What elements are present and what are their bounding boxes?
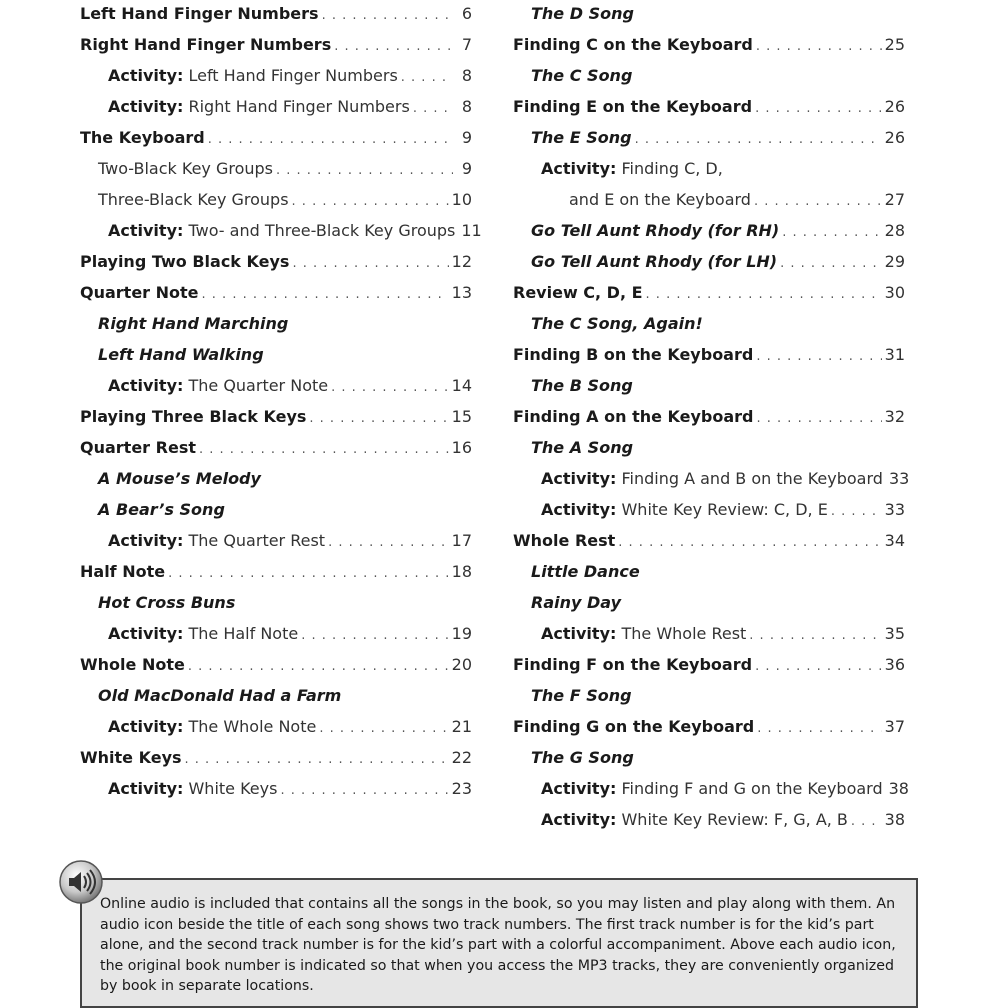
toc-page-number: 11 — [461, 221, 482, 240]
toc-page-number: 25 — [884, 35, 905, 54]
toc-entry — [80, 64, 472, 88]
toc-entry-text: The D Song — [531, 4, 634, 23]
toc-entry-title — [98, 157, 273, 181]
toc-entry — [80, 591, 472, 615]
toc-entry-text: Right Hand Marching — [98, 314, 289, 333]
toc-entry-title — [531, 64, 632, 88]
toc-entry — [513, 95, 905, 119]
toc-page-number: 9 — [461, 128, 472, 147]
toc-entry-text: Finding C, D, — [616, 159, 723, 178]
toc-page-number: 19 — [451, 624, 472, 643]
toc-page-number: 21 — [451, 717, 472, 736]
dot-leader — [646, 283, 882, 307]
toc-entry-text: The Quarter Note — [183, 376, 329, 395]
toc-entry-title — [541, 808, 848, 832]
toc-entry-text: The E Song — [531, 128, 632, 147]
toc-entry-text: The Quarter Rest — [183, 531, 326, 550]
toc-entry-title — [541, 467, 883, 491]
toc-entry — [80, 219, 482, 243]
toc-page-number: 26 — [884, 97, 905, 116]
toc-entry-title — [80, 2, 319, 26]
toc-page-number: 34 — [884, 531, 905, 550]
toc-entry-text: Right Hand Finger Numbers — [183, 97, 410, 116]
activity-label: Activity: — [108, 531, 184, 550]
toc-entry — [513, 498, 905, 522]
toc-page-number: 31 — [884, 345, 905, 364]
toc-entry — [80, 157, 472, 181]
toc-entry-text: Right Hand Finger Numbers — [80, 35, 332, 54]
toc-entry — [513, 808, 905, 832]
dot-leader — [851, 810, 882, 834]
toc-entry-title — [531, 250, 777, 274]
toc-entry — [80, 343, 472, 367]
toc-entry-text: Finding A and B on the Keyboard — [616, 469, 883, 488]
toc-entry — [513, 529, 905, 553]
toc-entry — [80, 746, 472, 770]
toc-entry-text: The G Song — [531, 748, 634, 767]
dot-leader — [276, 159, 453, 183]
dot-leader — [292, 190, 449, 214]
toc-entry-title — [531, 746, 634, 770]
toc-page-number: 8 — [461, 97, 472, 116]
toc-entry-title — [108, 777, 277, 801]
toc-entry-title — [531, 436, 633, 460]
activity-label: Activity: — [541, 810, 617, 829]
toc-entry-text: Finding B on the Keyboard — [513, 345, 754, 364]
dot-leader — [757, 717, 881, 741]
toc-entry-text: Three-Black Key Groups — [98, 190, 289, 209]
toc-entry — [513, 653, 905, 677]
dot-leader — [208, 128, 453, 152]
toc-entry-text: Finding C on the Keyboard — [513, 35, 753, 54]
activity-label: Activity: — [108, 66, 184, 85]
toc-entry-title — [531, 591, 621, 615]
toc-page-number: 22 — [451, 748, 472, 767]
dot-leader — [292, 252, 448, 276]
toc-entry-text: Half Note — [80, 562, 166, 581]
toc-entry — [80, 684, 472, 708]
toc-entry — [513, 126, 905, 150]
dot-leader — [322, 4, 453, 28]
dot-leader — [168, 562, 449, 586]
dot-leader — [199, 438, 449, 462]
toc-page-number: 8 — [461, 66, 472, 85]
activity-label: Activity: — [108, 376, 184, 395]
dot-leader — [756, 35, 882, 59]
dot-leader — [749, 624, 881, 648]
toc-entry — [513, 374, 905, 398]
toc-entry-text: Quarter Rest — [80, 438, 196, 457]
toc-entry-title — [513, 529, 615, 553]
toc-entry-text: The Keyboard — [80, 128, 205, 147]
toc-page-number: 35 — [884, 624, 905, 643]
toc-entry — [513, 312, 905, 336]
toc-entry — [513, 622, 905, 646]
toc-entry-title — [569, 188, 751, 212]
toc-entry-text: Review C, D, E — [513, 283, 643, 302]
dot-leader — [780, 252, 882, 276]
toc-entry — [80, 777, 472, 801]
toc-entry-title — [80, 33, 331, 57]
toc-entry-title — [80, 653, 185, 677]
toc-entry-text: Finding E on the Keyboard — [513, 97, 753, 116]
toc-entry — [80, 622, 472, 646]
dot-leader — [188, 655, 449, 679]
toc-entry-title — [98, 498, 225, 522]
toc-page-number: 7 — [461, 35, 472, 54]
toc-page-number: 28 — [884, 221, 905, 240]
toc-entry — [513, 715, 905, 739]
toc-entry-title — [513, 343, 753, 367]
toc-entry-title — [531, 126, 632, 150]
dot-leader — [309, 407, 448, 431]
speaker-icon — [58, 859, 104, 905]
dot-leader — [401, 66, 453, 90]
toc-entry — [513, 467, 910, 491]
toc-entry — [513, 2, 905, 26]
toc-entry — [80, 498, 472, 522]
dot-leader — [754, 190, 882, 214]
toc-entry-text: Finding F and G on the Keyboard — [616, 779, 883, 798]
toc-entry-title — [108, 95, 410, 119]
dot-leader — [334, 35, 453, 59]
activity-label: Activity: — [108, 97, 184, 116]
toc-entry-text: Go Tell Aunt Rhody (for RH) — [531, 221, 780, 240]
toc-entry-text: The A Song — [531, 438, 634, 457]
dot-leader — [831, 500, 882, 524]
dot-leader — [301, 624, 448, 648]
toc-entry-text: The Whole Rest — [616, 624, 747, 643]
toc-entry-title — [98, 343, 264, 367]
activity-label: Activity: — [541, 779, 617, 798]
toc-entry — [513, 219, 905, 243]
toc-entry-title — [513, 653, 752, 677]
toc-page-number: 27 — [884, 190, 905, 209]
toc-entry-text: White Key Review: C, D, E — [616, 500, 828, 519]
toc-page-number: 15 — [451, 407, 472, 426]
toc-entry-title — [80, 126, 205, 150]
toc-entry-title — [98, 188, 289, 212]
dot-leader — [328, 531, 449, 555]
activity-label: Activity: — [541, 624, 617, 643]
toc-entry-title — [108, 715, 316, 739]
toc-page-number: 33 — [884, 500, 905, 519]
audio-note-text: Online audio is included that contains all the songs in the book, so you may listen and play along with them. An audio icon beside the title of each song shows two track numbers. The first track number is for the kid’s part alone, and the second track number is for the kid’s part with a colorful accompaniment. Above each audio icon, the original book number is indicated so that when you access the MP3 tracks, they are conveniently organized by book in separate locations. — [100, 896, 896, 994]
toc-entry-title — [108, 529, 325, 553]
toc-entry — [80, 405, 472, 429]
toc-entry-text: The Half Note — [183, 624, 299, 643]
toc-page-number: 23 — [451, 779, 472, 798]
toc-entry-text: Two-Black Key Groups — [98, 159, 274, 178]
toc-entry-title — [513, 281, 643, 305]
toc-entry — [513, 157, 905, 181]
toc-entry-title — [80, 250, 289, 274]
toc-entry-title — [108, 219, 455, 243]
toc-page-number: 14 — [451, 376, 472, 395]
toc-entry — [513, 250, 905, 274]
dot-leader — [756, 345, 881, 369]
toc-entry-title — [80, 746, 182, 770]
toc-entry — [513, 343, 905, 367]
toc-entry — [80, 2, 472, 26]
toc-entry-text: Two- and Three-Black Key Groups — [183, 221, 456, 240]
toc-entry — [80, 33, 472, 57]
toc-entry-text: Old MacDonald Had a Farm — [98, 686, 342, 705]
toc-entry-title — [108, 622, 298, 646]
toc-page-number: 13 — [451, 283, 472, 302]
toc-entry-text: The Whole Note — [183, 717, 317, 736]
toc-entry-title — [513, 405, 754, 429]
toc-entry-title — [531, 684, 632, 708]
toc-entry-text: White Key Review: F, G, A, B — [616, 810, 848, 829]
toc-entry-title — [98, 684, 341, 708]
toc-entry — [80, 560, 472, 584]
toc-entry-title — [108, 374, 328, 398]
audio-note-box — [80, 878, 918, 1008]
toc-page-number: 33 — [888, 469, 910, 488]
toc-page-number: 10 — [451, 190, 472, 209]
dot-leader — [618, 531, 881, 555]
toc-entry — [80, 374, 472, 398]
activity-label: Activity: — [108, 624, 184, 643]
toc-entry — [80, 436, 472, 460]
toc-entry-title — [98, 591, 235, 615]
toc-entry-title — [80, 436, 196, 460]
toc-entry — [80, 529, 472, 553]
toc-entry — [80, 715, 472, 739]
toc-entry-title — [80, 560, 165, 584]
toc-entry — [513, 188, 905, 212]
toc-entry-title — [541, 498, 828, 522]
toc-entry-text: and E on the Keyboard — [569, 190, 751, 209]
toc-entry-title — [80, 281, 199, 305]
toc-entry-text: Left Hand Finger Numbers — [80, 4, 319, 23]
toc-entry-text: A Mouse’s Melody — [98, 469, 261, 488]
toc-entry-text: The F Song — [531, 686, 632, 705]
toc-page-number: 18 — [451, 562, 472, 581]
toc-entry-text: Left Hand Finger Numbers — [183, 66, 398, 85]
dot-leader — [755, 97, 882, 121]
toc-entry — [513, 684, 905, 708]
toc-entry — [513, 560, 905, 584]
toc-entry-title — [80, 405, 306, 429]
toc-entry-title — [513, 33, 753, 57]
toc-entry — [513, 591, 905, 615]
toc-entry-text: Whole Rest — [513, 531, 616, 550]
toc-entry-title — [541, 157, 723, 181]
toc-entry-text: The B Song — [531, 376, 633, 395]
toc-page-number: 12 — [451, 252, 472, 271]
toc-entry-title — [541, 777, 883, 801]
toc-entry — [80, 653, 472, 677]
activity-label: Activity: — [541, 500, 617, 519]
dot-leader — [413, 97, 453, 121]
toc-entry — [80, 95, 472, 119]
toc-entry-text: Rainy Day — [531, 593, 622, 612]
toc-entry-title — [531, 312, 703, 336]
dot-leader — [755, 655, 882, 679]
toc-entry-text: White Keys — [80, 748, 182, 767]
toc-entry-text: The C Song, Again! — [531, 314, 703, 333]
toc-entry-title — [98, 312, 288, 336]
toc-page-number: 6 — [461, 4, 472, 23]
toc-page-number: 29 — [884, 252, 905, 271]
toc-page-number: 38 — [884, 810, 905, 829]
toc-entry — [80, 188, 472, 212]
toc-page-number: 38 — [888, 779, 909, 798]
toc-entry-text: Finding G on the Keyboard — [513, 717, 755, 736]
toc-entry-title — [531, 219, 779, 243]
toc-entry-text: Little Dance — [531, 562, 640, 581]
toc-entry-title — [513, 95, 752, 119]
dot-leader — [782, 221, 881, 245]
toc-entry-text: White Keys — [183, 779, 278, 798]
toc-entry-text: Go Tell Aunt Rhody (for LH) — [531, 252, 778, 271]
toc-entry-text: Playing Three Black Keys — [80, 407, 307, 426]
toc-entry — [80, 281, 472, 305]
activity-label: Activity: — [108, 779, 184, 798]
toc-entry — [513, 436, 905, 460]
dot-leader — [331, 376, 449, 400]
toc-entry-text: Finding A on the Keyboard — [513, 407, 754, 426]
toc-page-number: 37 — [884, 717, 905, 736]
toc-entry-text: Playing Two Black Keys — [80, 252, 290, 271]
toc-entry — [513, 405, 905, 429]
toc-entry-title — [531, 560, 640, 584]
toc-entry — [513, 777, 909, 801]
toc-entry-text: A Bear’s Song — [98, 500, 225, 519]
toc-page-number: 20 — [451, 655, 472, 674]
activity-label: Activity: — [541, 469, 617, 488]
toc-page-number: 17 — [451, 531, 472, 550]
toc-entry-text: Left Hand Walking — [98, 345, 264, 364]
toc-entry — [80, 467, 472, 491]
toc-page-number: 16 — [451, 438, 472, 457]
dot-leader — [202, 283, 449, 307]
toc-entry-title — [531, 374, 633, 398]
toc-entry-text: Finding F on the Keyboard — [513, 655, 753, 674]
toc-entry — [513, 281, 905, 305]
toc-page-number: 36 — [884, 655, 905, 674]
dot-leader — [319, 717, 448, 741]
dot-leader — [635, 128, 882, 152]
dot-leader — [185, 748, 449, 772]
activity-label: Activity: — [541, 159, 617, 178]
toc-entry-text: Hot Cross Buns — [98, 593, 236, 612]
toc-entry-text: Whole Note — [80, 655, 185, 674]
toc-page-number: 30 — [884, 283, 905, 302]
toc-entry-title — [108, 64, 398, 88]
toc-entry — [513, 33, 905, 57]
toc-page-number: 26 — [884, 128, 905, 147]
toc-entry-text: The C Song — [531, 66, 633, 85]
toc-entry — [80, 126, 472, 150]
toc-entry-title — [531, 2, 634, 26]
toc-entry-title — [98, 467, 261, 491]
toc-entry-title — [541, 622, 746, 646]
toc-entry-text: Quarter Note — [80, 283, 199, 302]
toc-entry — [80, 250, 472, 274]
toc-page-number: 9 — [461, 159, 472, 178]
dot-leader — [757, 407, 882, 431]
toc-entry-title — [513, 715, 754, 739]
activity-label: Activity: — [108, 717, 184, 736]
toc-entry — [513, 746, 905, 770]
toc-entry — [513, 64, 905, 88]
activity-label: Activity: — [108, 221, 184, 240]
dot-leader — [280, 779, 448, 803]
toc-entry — [80, 312, 472, 336]
toc-page-number: 32 — [884, 407, 905, 426]
